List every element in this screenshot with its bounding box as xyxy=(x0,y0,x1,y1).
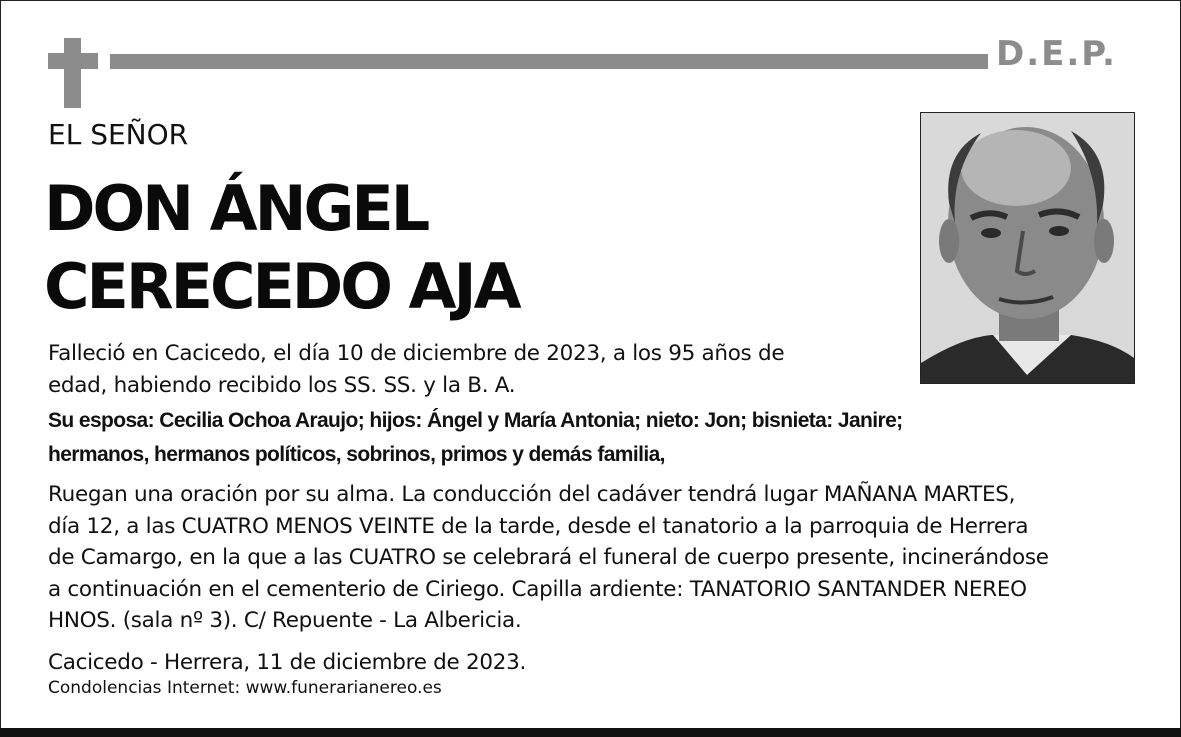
portrait-photo-icon xyxy=(921,113,1134,383)
portrait-photo xyxy=(920,112,1135,384)
bottom-rule xyxy=(0,728,1181,737)
name-line: CERECEDO AJA xyxy=(44,250,519,323)
cross-icon-bar xyxy=(48,53,98,69)
text-line: Ruegan una oración por su alma. La conducción del cadáver tendrá lugar MAÑANA MARTES, xyxy=(48,482,1016,507)
honorific: EL SEÑOR xyxy=(48,118,189,151)
place-date: Cacicedo - Herrera, 11 de diciembre de 2023. xyxy=(48,650,527,675)
cross-icon xyxy=(64,38,81,108)
text-line: HNOS. (sala nº 3). C/ Repuente - La Albericia. xyxy=(48,608,522,633)
text-line: día 12, a las CUATRO MENOS VEINTE de la tarde, desde el tanatorio a la parroquia de Herrera xyxy=(48,513,1029,539)
text-line: a continuación en el cementerio de Ciriego. Capilla ardiente: TANATORIO SANTANDER NEREO xyxy=(48,576,1027,602)
text-line: edad, habiendo recibido los SS. SS. y la B. A. xyxy=(48,372,516,398)
text-line: de Camargo, en la que a las CUATRO se celebrará el funeral de cuerpo presente, incinerándose xyxy=(48,545,1049,570)
funeral-details xyxy=(48,479,1049,637)
condolences-link: Condolencias Internet: www.funerarianereo.es xyxy=(48,678,442,698)
dep-label: D.E.P. xyxy=(996,34,1117,74)
family-members xyxy=(48,404,903,472)
death-notice xyxy=(48,338,784,401)
header-rule xyxy=(110,54,988,69)
text-line: Su esposa: Cecilia Ochoa Araujo; hijos: Ángel y María Antonia; nieto: Jon; bisnieta: Janire; xyxy=(48,409,903,432)
name-line: DON ÁNGEL xyxy=(44,172,428,245)
text-line: Falleció en Cacicedo, el día 10 de diciembre de 2023, a los 95 años de xyxy=(48,341,785,366)
text-line: hermanos, hermanos políticos, sobrinos, primos y demás familia, xyxy=(48,443,665,466)
deceased-name xyxy=(44,170,519,326)
